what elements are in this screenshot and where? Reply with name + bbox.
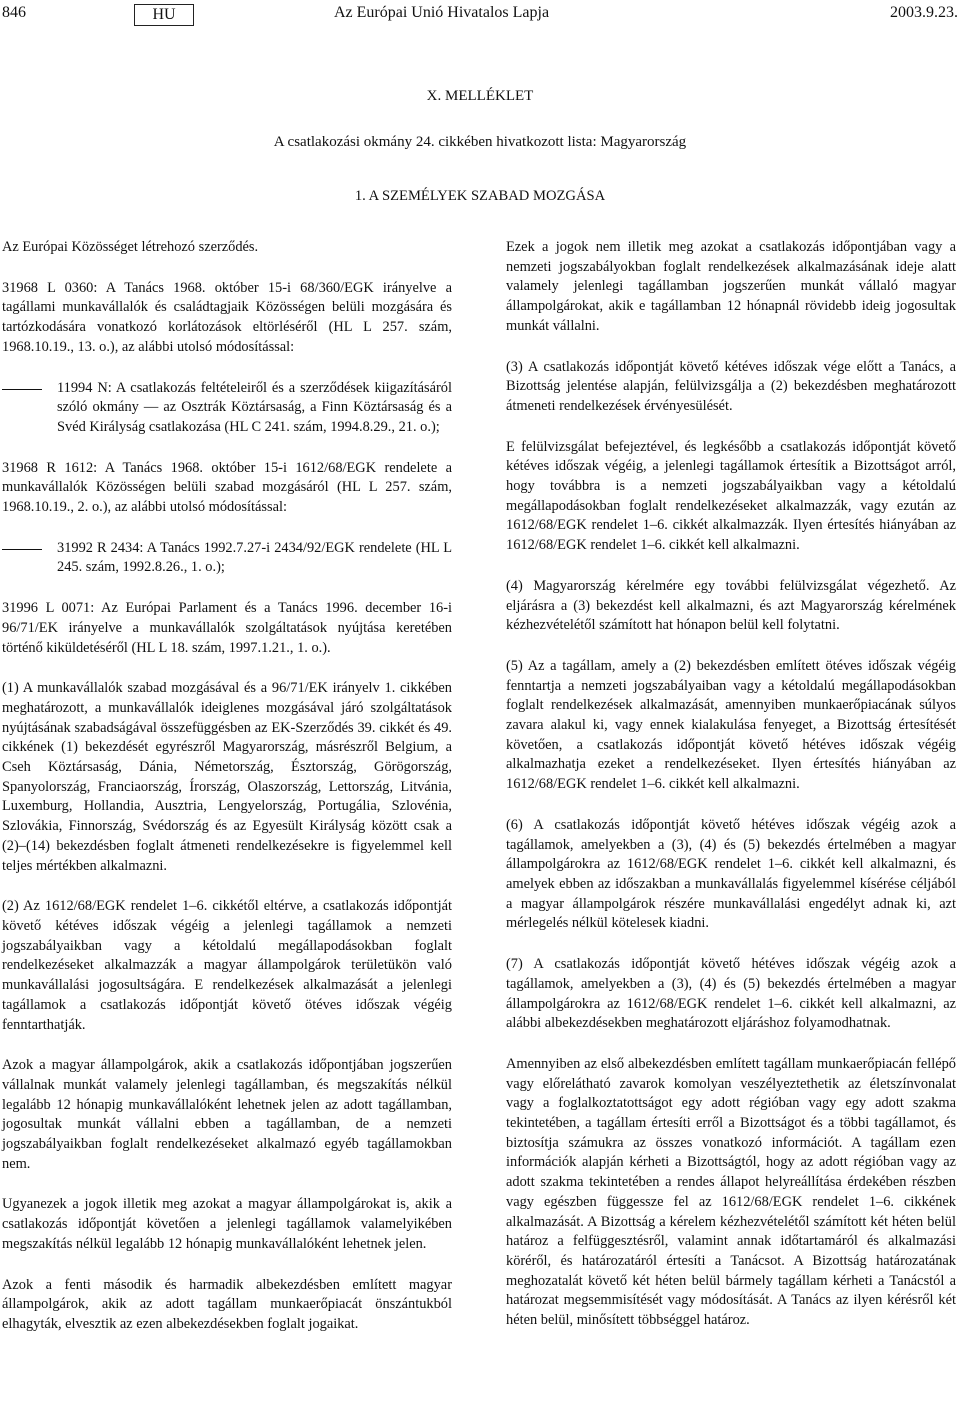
annex-title: X. MELLÉKLET	[426, 88, 534, 104]
page-header	[0, 4, 960, 26]
paragraph: (7) A csatlakozás időpontját követő hétéves időszak végéig azok a tagállamok, amelyekben a (3), (4) és (5) bekezdés értelmében a magyar állampolgárokra az 1612/68/EGK rendelet 1–6. cikkét kell alkalmazni, az alábbi albekezdésekben meghatározott eljáráshoz folyamodhatnak.	[506, 956, 956, 1032]
paragraph: 31996 L 0071: Az Európai Parlament és a Tanács 1996. december 16-i 96/71/EK irányelve a munkavállalók szolgáltatások nyújtása keretében történő kiküldetéséről (HL L 18. szám, 1997.1.21., 1. o.).	[2, 600, 452, 656]
paragraph: Ugyanezek a jogok illetik meg azokat a magyar állampolgárokat is, akik a csatlakozás időpontját követően a jelenlegi tagállamok valamelyikében megszakítás nélkül legalább 12 hónapig munkavállalóként lehetnek jelen.	[2, 1196, 452, 1252]
paragraph: (1) A munkavállalók szabad mozgásával és a 96/71/EK irányelv 1. cikkében meghatározott, a munkavállalók ideiglenes mozgásával járó szolgáltatások nyújtásának szabadságával összefüggésben az EK-Szerződés 39. cikkét és 49. cikkének (1) bekezdését egyrészről Magyarország, másrészről Belgium, a Cseh Köztársaság, Dánia, Németország, Észtország, Görögország, Spanyolország, Franciaország, Írország, Olaszország, Lettország, Litvánia, Luxemburg, Hollandia, Ausztria, Lengyelország, Portugália, Szlovénia, Szlovákia, Finnország, Svédország és az Egyesült Királyság között csak a (2)–(14) bekezdésben foglalt átmeneti rendelkezésekre is figyelemmel kell teljes mértékben alkalmazni.	[2, 680, 452, 874]
paragraph: (3) A csatlakozás időpontját követő kétéves időszak vége előtt a Tanács, a Bizottság jelentése alapján, felülvizsgálja a (2) bekezdésben meghatározott átmeneti rendelkezések érvényesülését.	[506, 358, 956, 414]
page-number: 846	[2, 4, 26, 21]
right-column	[506, 238, 956, 1352]
paragraph: (2) Az 1612/68/EGK rendelet 1–6. cikkétől eltérve, a csatlakozás időpontját követő kétéves időszak végéig a jelenlegi tagállamok a nemzeti jogszabályaikban vagy a kétoldalú megállapodásokban foglalt rendelkezéseket alkalmazzák a magyar állampolgárok területükön való munkavállalási jogosultságára. E rendelkezések alkalmazását a jelenlegi tagállamok a csatlakozás időpontját követő ötéves időszak végéig fenntarthatják.	[2, 898, 452, 1033]
paragraph: (4) Magyarország kérelmére egy további felülvizsgálat végezhető. Az eljárásra a (3) bekezdést kell alkalmazni, és azt Magyarország kérelmének kézhezvételétől számított hat hónapon belül kell folytatni.	[506, 577, 956, 634]
dash-item: 31992 R 2434: A Tanács 1992.7.27-i 2434/92/EGK rendelete (HL L 245. szám, 1992.8.26., 1. o.);	[2, 539, 452, 578]
journal-title: Az Európai Unió Hivatalos Lapja	[334, 4, 550, 21]
left-column	[2, 238, 452, 1356]
paragraph: 31968 R 1612: A Tanács 1968. október 15-i 1612/68/EGK rendelete a munkavállalók Közösségen belüli szabad mozgásáról (HL L 257. szám, 1968.10.19., 2. o.), az alábbi utolsó módosítással:	[2, 459, 452, 516]
paragraph: (6) A csatlakozás időpontját követő hétéves időszak végéig azok a tagállamok, amelyekben a (3), (4) és (5) bekezdés értelmében a magyar állampolgárokra az 1612/68/EGK rendelet 1–6. cikkét kell alkalmazni, és amelyek ebben az időszakban a munkavállalás figyelemmel kísérése céljából a magyar állampolgárok részére munkavállalási engedélyt adnak ki, azt mérlegelés nélkül kötelesek kiadni.	[506, 816, 956, 932]
paragraph: Azok a magyar állampolgárok, akik a csatlakozás időpontjában jogszerűen vállalnak munkát valamely jelenlegi tagállamban, és megszakítás nélkül legalább 12 hónapig munkavállalóként lehetnek jelen az adott tagállamban, jogosultak munkát vállalni ebben a tagállamban, de a nemzeti jogszabályaikban foglalt rendelkezéseket alkalmazó egyéb tagállamokban nem.	[2, 1057, 452, 1172]
language-badge: HU	[134, 4, 194, 26]
document-subtitle: A csatlakozási okmány 24. cikkében hivatkozott lista: Magyarország	[273, 134, 687, 150]
paragraph: E felülvizsgálat befejeztével, és legkésőbb a csatlakozás időpontját követő kétéves időszak végéig, a jelenlegi tagállamok értesítik a Bizottságot arról, hogy továbbra is a nemzeti jogszabályaikban vagy a kétoldalú megállapodásokban foglalt rendelkezéseket alkalmazzák, vagy ezután az 1612/68/EGK rendelet 1–6. cikkét alkalmazzák. Ilyen értesítés hiányában az 1612/68/EGK rendelet 1–6. cikkét kell alkalmazni.	[506, 438, 956, 554]
publication-date: 2003.9.23.	[890, 4, 958, 21]
paragraph: Azok a fenti második és harmadik albekezdésben említett magyar állampolgárok, akik az adott tagállam munkaerőpiacát önszántukból elhagyták, elvesztik az ezen albekezdésekben foglalt jogaikat.	[2, 1276, 452, 1332]
paragraph: 31968 L 0360: A Tanács 1968. október 15-i 68/360/EGK irányelve a tagállami munkavállalók és családtagjaik Közösségen belüli mozgására és tartózkodására vonatkozó korlátozások eltörléséről (HL L 257. szám, 1968.10.19., 13. o.), az alábbi utolsó módosítással:	[2, 279, 452, 355]
paragraph: Ezek a jogok nem illetik meg azokat a csatlakozás időpontjában vagy a nemzeti jogszabályokban foglalt rendelkezések alkalmazásának ideje alatt valamely jelenlegi tagállamban jogszerűen munkát vállaló magyar állampolgárokat, akik e tagállamban 12 hónapnál rövidebb ideig jogosultak munkát vállalni.	[506, 239, 956, 334]
section-title: 1. A SZEMÉLYEK SZABAD MOZGÁSA	[354, 188, 606, 204]
paragraph: Az Európai Közösséget létrehozó szerződés.	[2, 239, 259, 255]
paragraph: (5) Az a tagállam, amely a (2) bekezdésben említett ötéves időszak végéig fenntartja a nemzeti jogszabályaiban vagy a kétoldalú megállapodásokban foglalt rendelkezések alkalmazását, amennyiben munkaerőpiacának súlyos zavara alakul ki, vagy ennek kialakulása fenyeget, a Bizottság értesítését követően, a csatlakozás időpontját követő hétéves időszak végéig alkalmazhatja ezeket a rendelkezéseket. Ilyen értesítés hiányában az 1612/68/EGK rendelet 1–6. cikkét kell alkalmazni.	[506, 657, 956, 793]
dash-item: 11994 N: A csatlakozás feltételeiről és a szerződések kiigazításáról szóló okmány — az Osztrák Köztársaság, a Finn Köztársaság és a Svéd Királyság csatlakozása (HL C 241. szám, 1994.8.29., 21. o.);	[2, 379, 452, 438]
paragraph: Amennyiben az első albekezdésben említett tagállam munkaerőpiacán fellépő vagy előrelátható zavarok komolyan veszélyeztethetik az életszínvonalat vagy a foglalkoztatottságot egy adott régióban vagy egy adott szakma tekintetében, a tagállam értesíti erről a Bizottságot és a többi tagállamot, és biztosítja számukra az összes vonatkozó információt. A tagállam ezen információk alapján kérheti a Bizottságtól, hogy az adott régióban vagy az adott szakma tekintetében a rendes állapot helyreállítása érdekében részben vagy egészben függessze fel az 1612/68/EGK rendelet 1–6. cikkének alkalmazását. A Bizottság a kérelem kézhezvételétől számított két héten belül határoz a felfüggesztésről, valamint annak időtartamáról és alkalmazási köréről, és határozatáról értesíti a Tanácsot. A Bizottság határozatának meghozatalát követő két héten belül bármely tagállam kérheti a Tanácstól a határozat megsemmisítését vagy módosítását. A Tanács az ilyen kérésről két héten belül, minősített többséggel határoz.	[506, 1055, 956, 1329]
